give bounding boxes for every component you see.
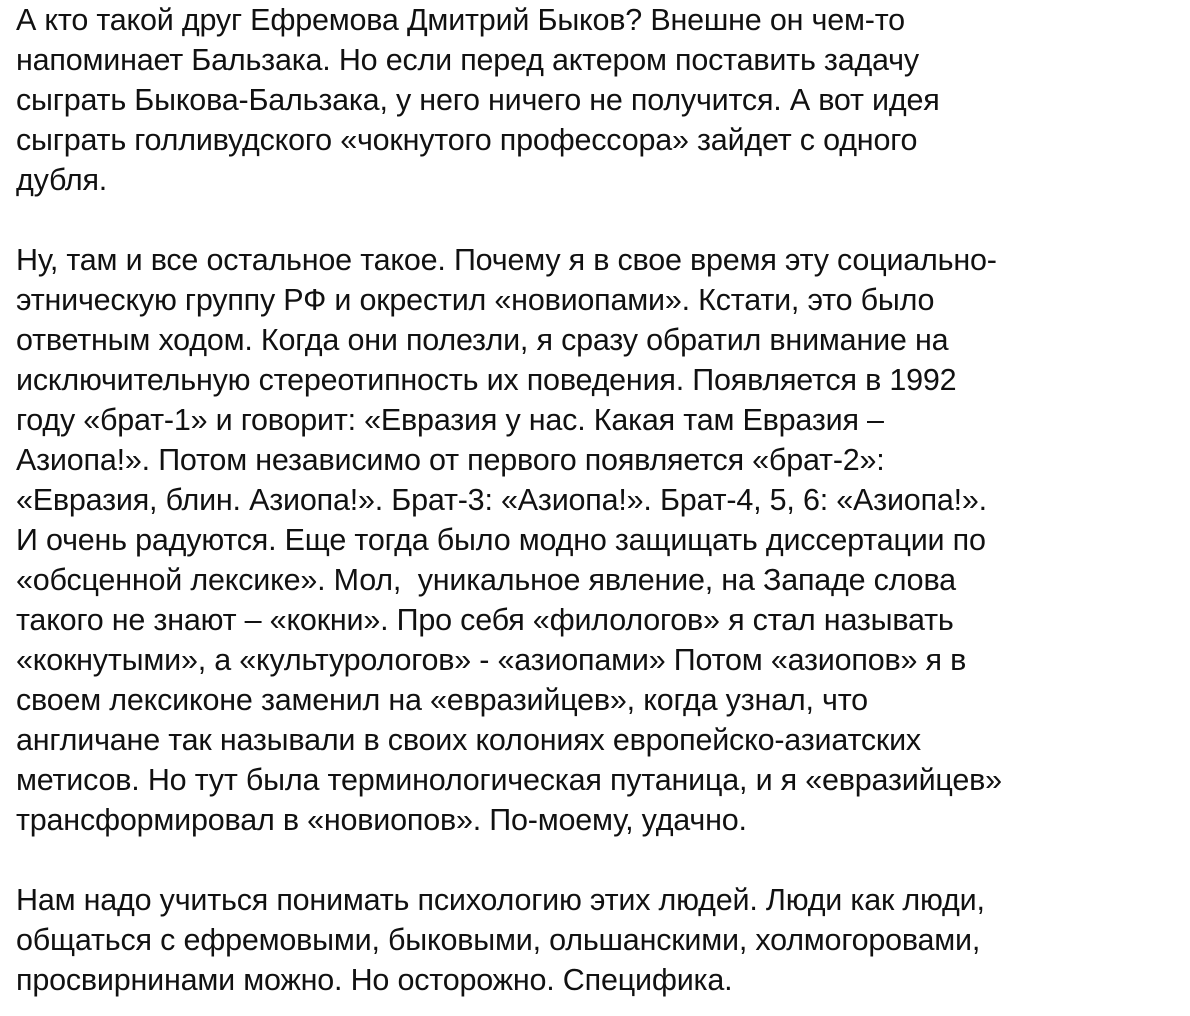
text-line: англичане так называли в своих колониях европейско-азиатских (16, 723, 921, 757)
paragraph-2 (16, 240, 1176, 840)
text-line: сыграть Быкова-Бальзака, у него ничего не получится. А вот идея (16, 83, 940, 117)
text-line: «обсценной лексике». Мол, уникальное явление, на Западе слова (16, 563, 956, 597)
text-line: «Евразия, блин. Азиопа!». Брат-3: «Азиопа!». Брат-4, 5, 6: «Азиопа!». (16, 483, 987, 517)
text-line: Нам надо учиться понимать психологию этих людей. Люди как люди, (16, 883, 985, 917)
text-line: такого не знают – «кокни». Про себя «филологов» я стал называть (16, 603, 954, 637)
post-text (16, 0, 1176, 1000)
text-line: исключительную стереотипность их поведения. Появляется в 1992 (16, 363, 957, 397)
text-line: И очень радуются. Еще тогда было модно защищать диссертации по (16, 523, 986, 557)
text-line: году «брат-1» и говорит: «Евразия у нас. Какая там Евразия – (16, 403, 884, 437)
text-line: «кокнутыми», а «культурологов» - «азиопами» Потом «азиопов» я в (16, 643, 967, 677)
text-line: А кто такой друг Ефремова Дмитрий Быков? Внешне он чем-то (16, 3, 905, 37)
text-line: Ну, там и все остальное такое. Почему я в свое время эту социально- (16, 243, 997, 277)
text-line: дубля. (16, 163, 108, 197)
paragraph-gap (16, 200, 1176, 240)
paragraph-gap (16, 840, 1176, 880)
text-line: Азиопа!». Потом независимо от первого появляется «брат-2»: (16, 443, 885, 477)
text-line: трансформировал в «новиопов». По-моему, удачно. (16, 803, 747, 837)
text-line: просвирнинами можно. Но осторожно. Специфика. (16, 963, 733, 997)
text-line: напоминает Бальзака. Но если перед актером поставить задачу (16, 43, 919, 77)
text-line: ответным ходом. Когда они полезли, я сразу обратил внимание на (16, 323, 949, 357)
paragraph-1 (16, 0, 1176, 200)
text-line: этническую группу РФ и окрестил «новиопами». Кстати, это было (16, 283, 935, 317)
text-line: общаться с ефремовыми, быковыми, ольшанскими, холмогоровами, (16, 923, 981, 957)
text-line: сыграть голливудского «чокнутого профессора» зайдет с одного (16, 123, 918, 157)
paragraph-3 (16, 880, 1176, 1000)
text-line: своем лексиконе заменил на «евразийцев», когда узнал, что (16, 683, 868, 717)
text-line: метисов. Но тут была терминологическая путаница, и я «евразийцев» (16, 763, 1002, 797)
